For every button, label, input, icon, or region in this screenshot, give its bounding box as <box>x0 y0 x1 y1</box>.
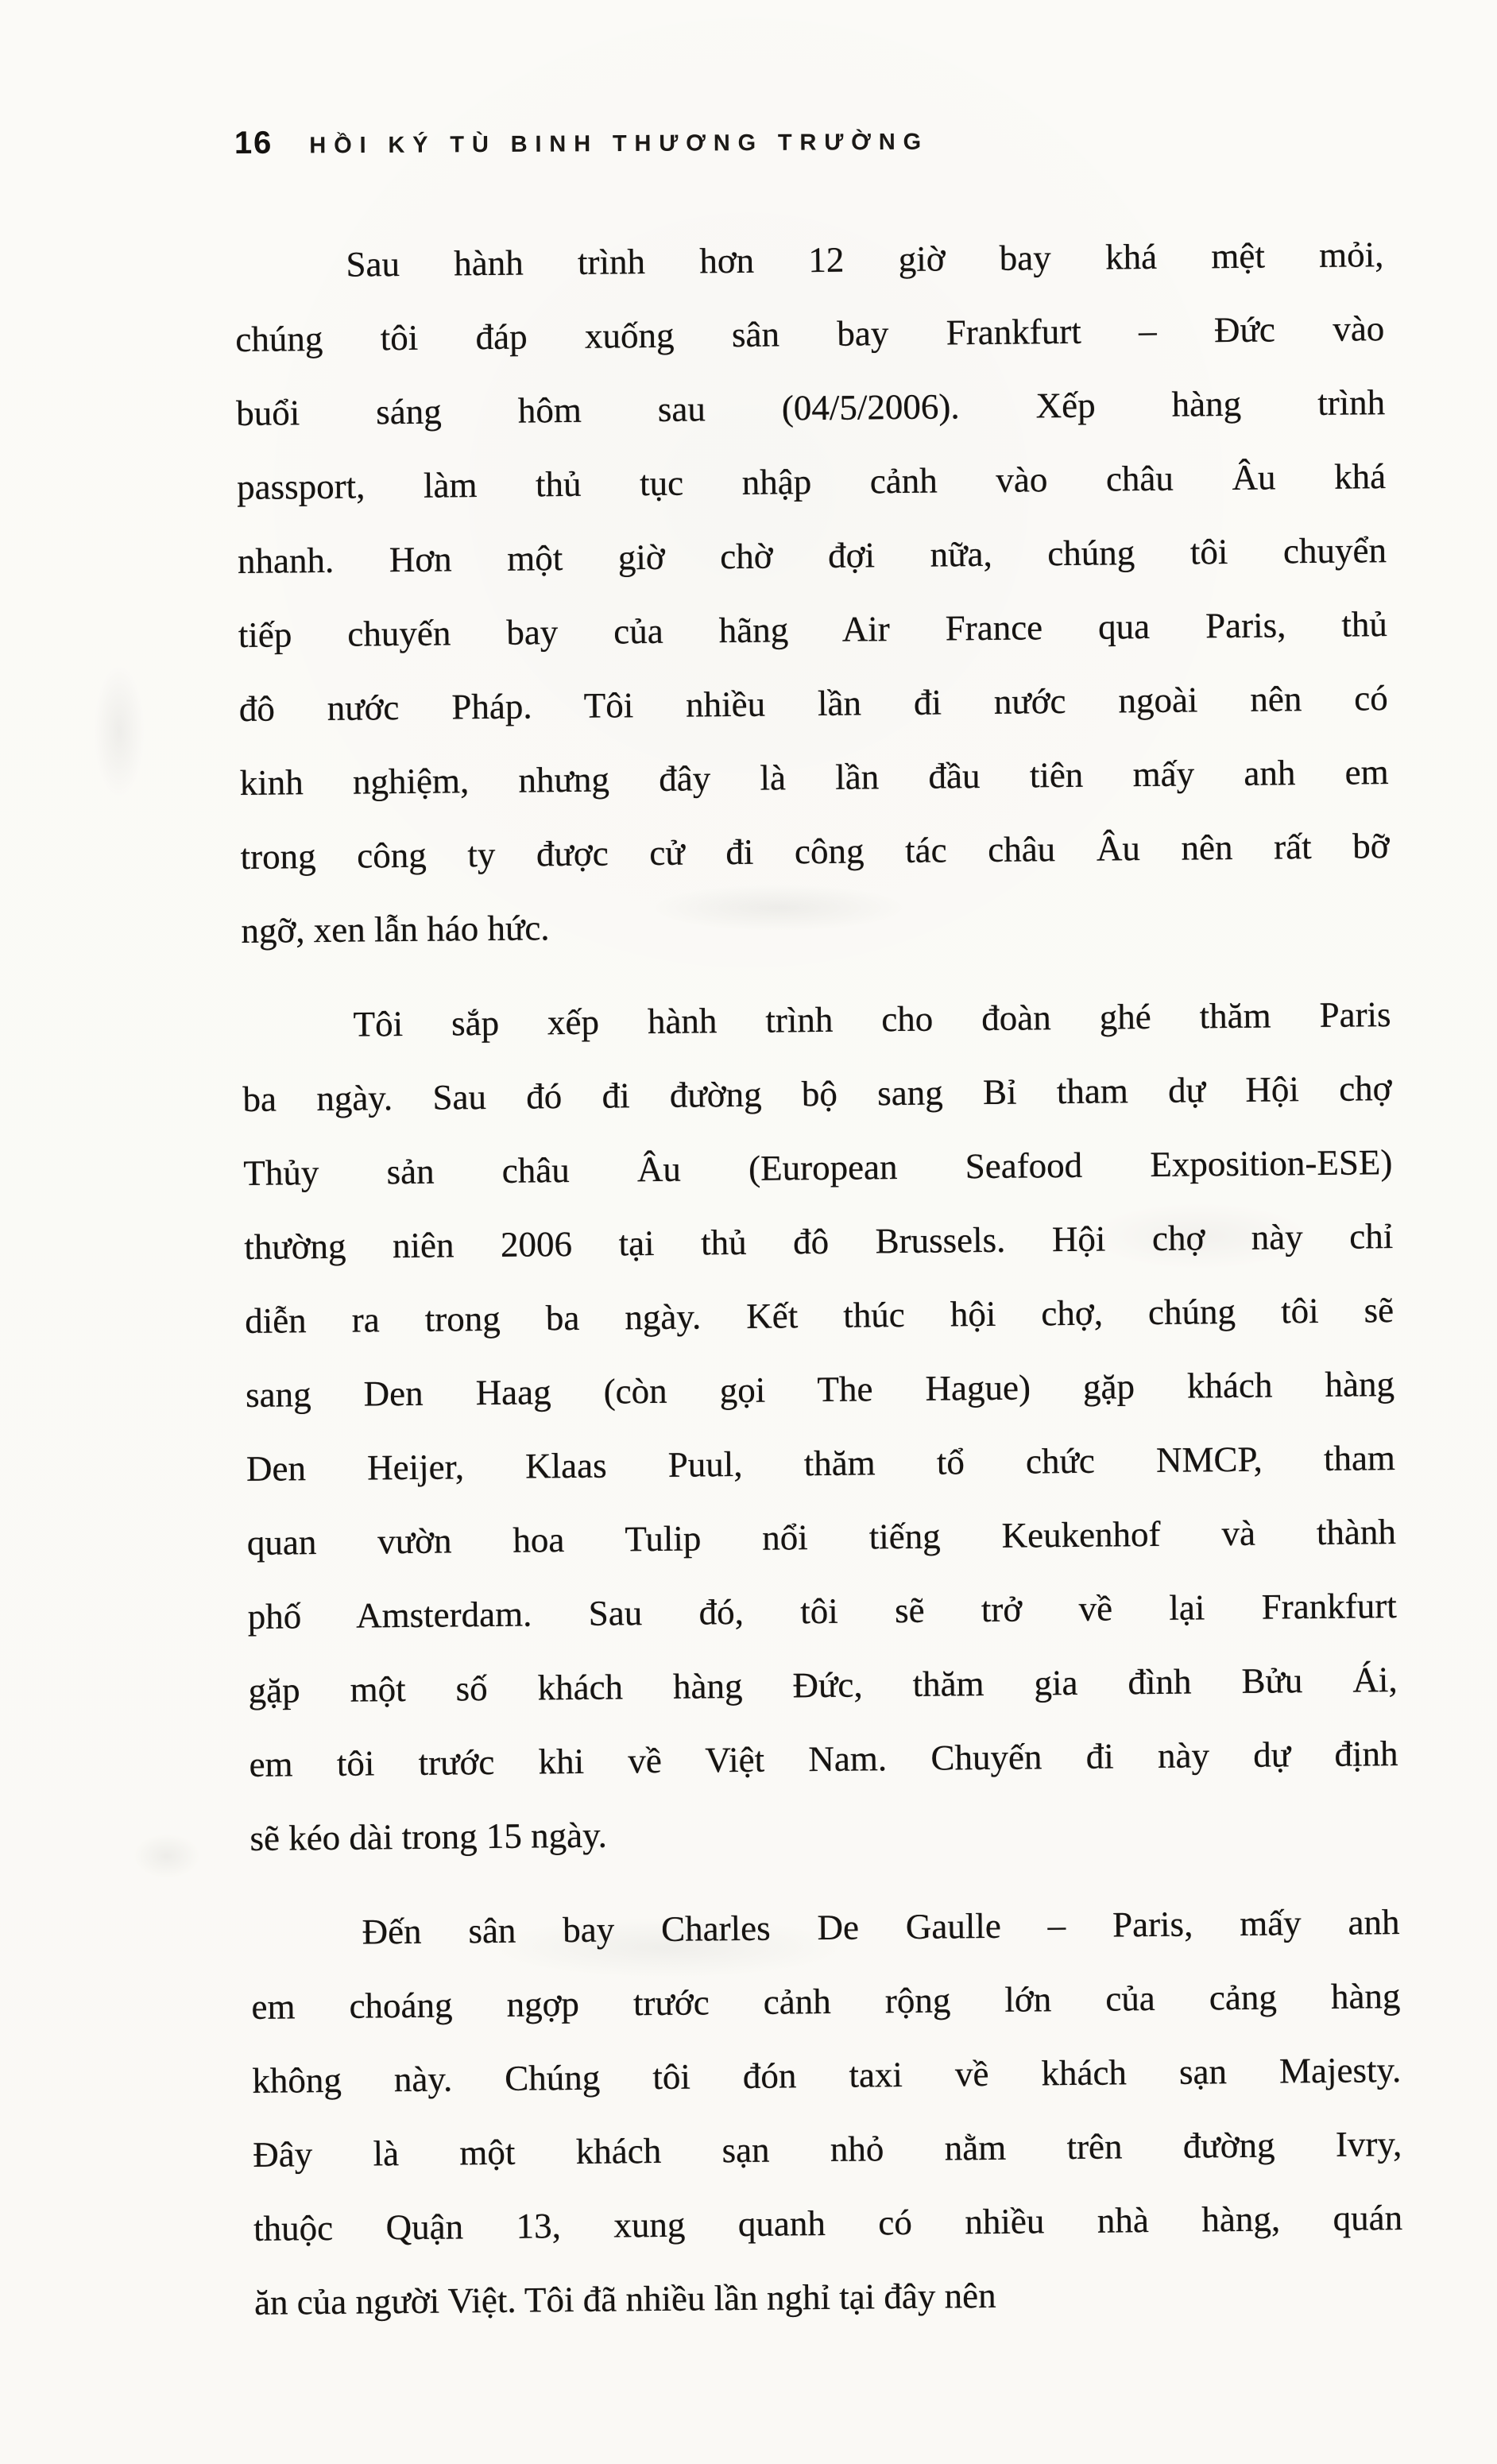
text-line: buổi sáng hôm sau (04/5/2006). Xếp hàng trình <box>235 382 1386 433</box>
text-line: em tôi trước khi về Việt Nam. Chuyến đi này dự định <box>249 1734 1398 1784</box>
text-line: nhanh. Hơn một giờ chờ đợi nữa, chúng tôi chuyển <box>237 530 1387 581</box>
text-line: tiếp chuyến bay của hãng Air France qua Paris, thủ <box>238 604 1388 655</box>
text-line: Den Heijer, Klaas Puul, thăm tổ chức NMCP, tham <box>246 1438 1396 1489</box>
text-line: diễn ra trong ba ngày. Kết thúc hội chợ, chúng tôi sẽ <box>244 1290 1394 1341</box>
paragraph-3 <box>250 1885 1403 2340</box>
page-number: 16 <box>234 125 273 161</box>
text-line: thường niên 2006 tại thủ đô Brussels. Hội chợ này chỉ <box>244 1216 1394 1267</box>
body-text <box>234 218 1403 2340</box>
text-line: Đến sân bay Charles De Gaulle – Paris, mấy anh <box>362 1902 1400 1952</box>
text-line: Đây là một khách sạn nhỏ nằm trên đường Ivry, <box>253 2124 1402 2175</box>
running-title: HỒI KÝ TÙ BINH THƯƠNG TRƯỜNG <box>309 129 930 159</box>
text-line: thuộc Quận 13, xung quanh có nhiều nhà hàng, quán <box>253 2198 1403 2249</box>
paragraph-1 <box>234 218 1391 968</box>
running-header <box>234 122 929 161</box>
text-line: không này. Chúng tôi đón taxi về khách sạn Majesty. <box>252 2050 1402 2101</box>
text-line: passport, làm thủ tục nhập cảnh vào châu Âu khá <box>236 456 1387 507</box>
text-line: kinh nghiệm, nhưng đây là lần đầu tiên mấy anh em <box>239 752 1389 803</box>
text-line: chúng tôi đáp xuống sân bay Frankfurt – Đức vào <box>235 308 1385 359</box>
text-line: ngỡ, xen lẫn háo hức. <box>241 908 550 951</box>
text-line: ăn của người Việt. Tôi đã nhiều lần nghỉ tại đây nên <box>253 2275 996 2323</box>
text-line: sang Den Haag (còn gọi The Hague) gặp khách hàng <box>245 1364 1395 1415</box>
paragraph-2 <box>242 978 1399 1876</box>
text-line: phố Amsterdam. Sau đó, tôi sẽ trở về lại Frankfurt <box>247 1586 1397 1637</box>
text-line: Tôi sắp xếp hành trình cho đoàn ghé thăm Paris <box>353 994 1391 1044</box>
text-line: đô nước Pháp. Tôi nhiều lần đi nước ngoài nên có <box>238 678 1388 729</box>
text-line: ba ngày. Sau đó đi đường bộ sang Bỉ tham dự Hội chợ <box>242 1068 1392 1119</box>
text-line: Sau hành trình hơn 12 giờ bay khá mệt mỏi, <box>346 234 1384 285</box>
text-line: em choáng ngợp trước cảnh rộng lớn của cảng hàng <box>251 1976 1401 2027</box>
text-line: gặp một số khách hàng Đức, thăm gia đình Bửu Ái, <box>248 1660 1398 1710</box>
text-line: sẽ kéo dài trong 15 ngày. <box>250 1815 608 1858</box>
text-line: Thủy sản châu Âu (European Seafood Exposition-ESE) <box>243 1142 1393 1193</box>
text-line: trong công ty được cử đi công tác châu Âu nên rất bỡ <box>240 826 1390 877</box>
text-line: quan vườn hoa Tulip nổi tiếng Keukenhof và thành <box>246 1512 1397 1563</box>
